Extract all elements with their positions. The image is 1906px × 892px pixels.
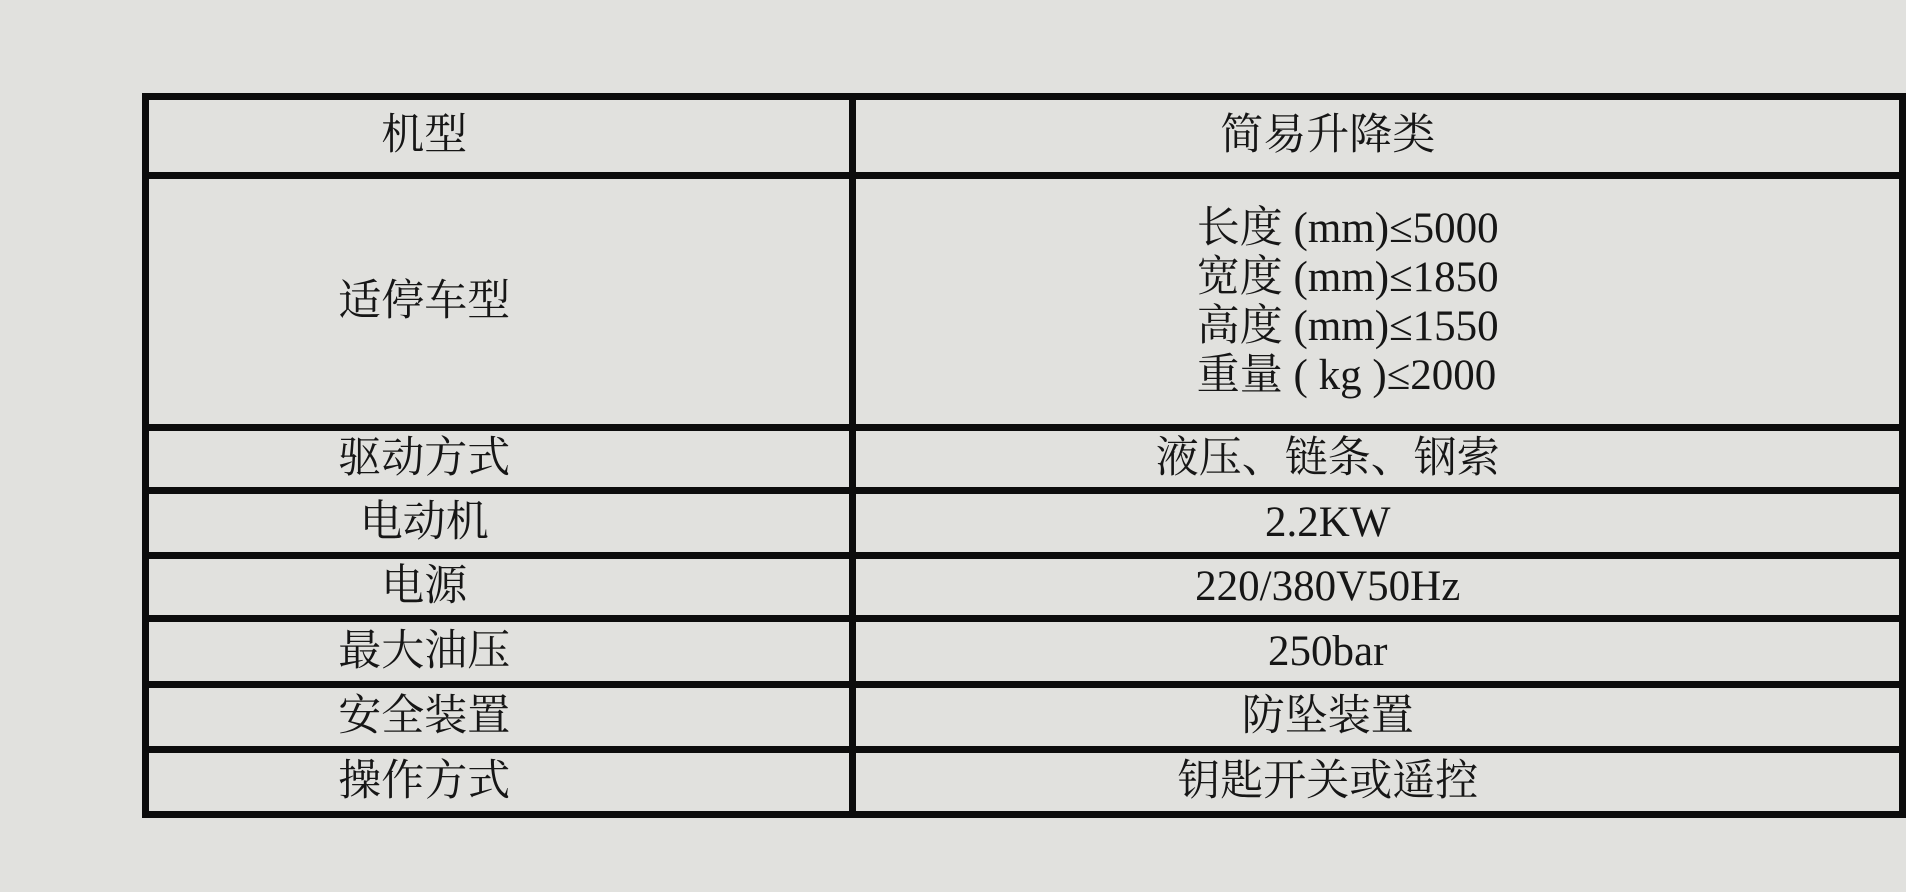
table-row-motor <box>146 491 1903 556</box>
table-row-safety-device <box>146 685 1903 750</box>
table-row-machine-type <box>146 97 1903 176</box>
motor-label: 电动机 <box>146 491 853 556</box>
motor-value: 2.2KW <box>853 491 1903 556</box>
spec-table <box>142 93 1906 818</box>
table-row-power-supply <box>146 556 1903 619</box>
vehicle-size-limits <box>1197 204 1499 400</box>
max-oil-pressure-value: 250bar <box>853 619 1903 685</box>
table-row-drive-mode <box>146 428 1903 491</box>
machine-type-label: 机型 <box>146 97 853 176</box>
table-row-max-oil-pressure <box>146 619 1903 685</box>
drive-mode-label: 驱动方式 <box>146 428 853 491</box>
drive-mode-value: 液压、链条、钢索 <box>853 428 1903 491</box>
vehicle-size-label: 适停车型 <box>146 176 853 428</box>
table-row-operation-mode <box>146 750 1903 815</box>
weight-limit: 重量 ( kg )≤2000 <box>1196 351 1497 399</box>
table-row-vehicle-size <box>146 176 1903 428</box>
safety-device-label: 安全装置 <box>146 685 853 750</box>
power-supply-label: 电源 <box>146 556 853 619</box>
length-limit: 长度 (mm)≤5000 <box>1196 204 1499 252</box>
machine-type-value: 简易升降类 <box>853 97 1903 176</box>
width-limit: 宽度 (mm)≤1850 <box>1196 253 1499 301</box>
operation-mode-label: 操作方式 <box>146 750 853 815</box>
operation-mode-value: 钥匙开关或遥控 <box>853 750 1903 815</box>
safety-device-value: 防坠装置 <box>853 685 1903 750</box>
max-oil-pressure-label: 最大油压 <box>146 619 853 685</box>
vehicle-size-value <box>853 176 1903 428</box>
power-supply-value: 220/380V50Hz <box>853 556 1903 619</box>
height-limit: 高度 (mm)≤1550 <box>1196 302 1499 350</box>
